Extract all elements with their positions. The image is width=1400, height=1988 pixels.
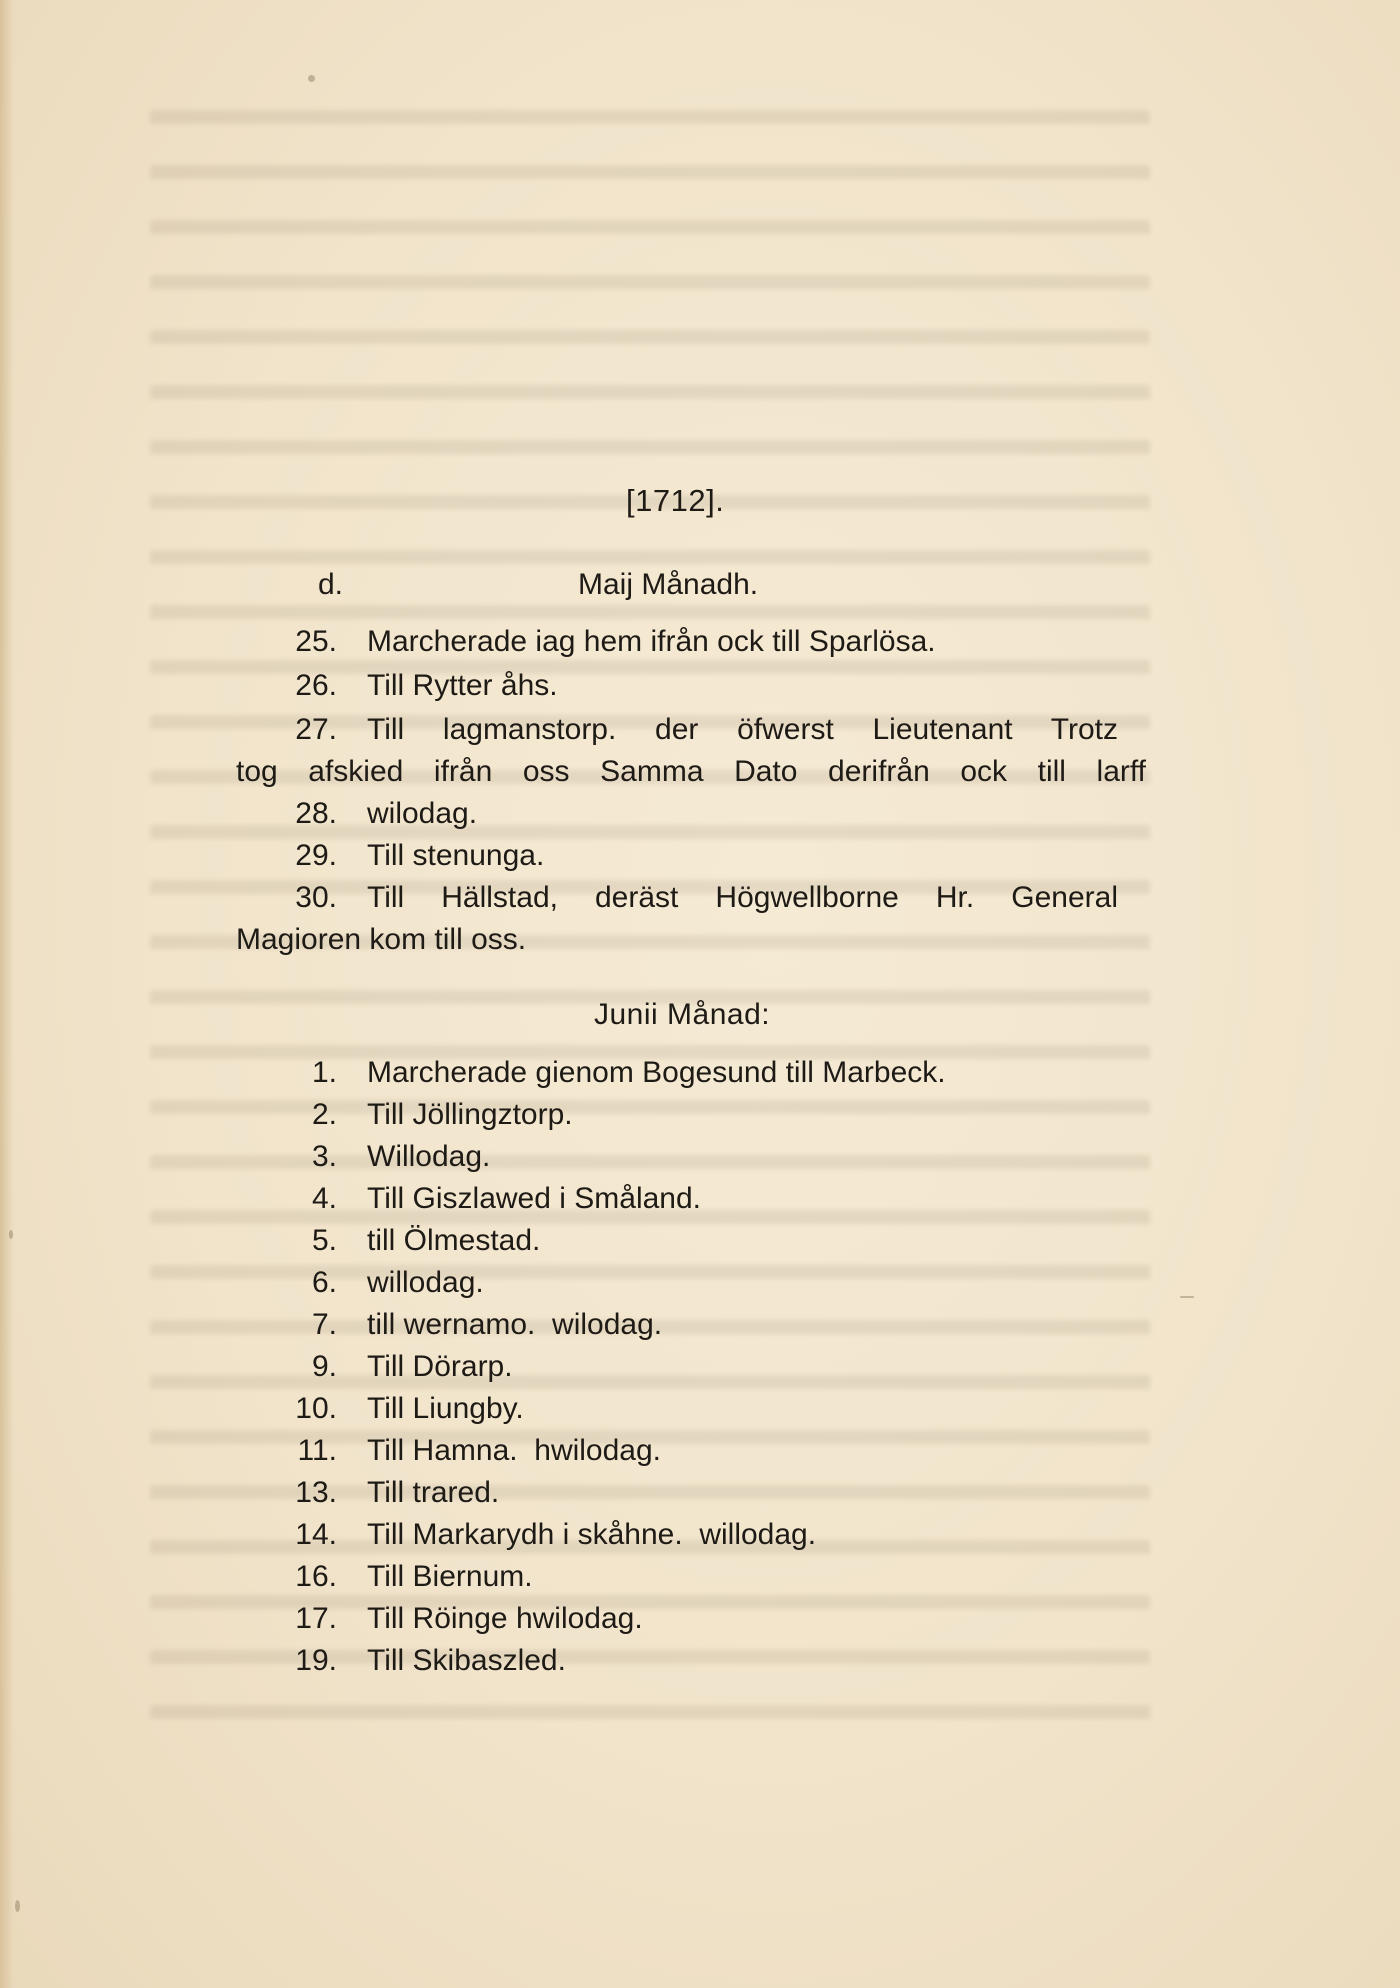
entry-continuation bbox=[236, 755, 1146, 789]
entry-text: Marcherade gienom Bogesund till Marbeck. bbox=[367, 1056, 946, 1089]
entry-day: 16. bbox=[295, 1560, 337, 1593]
entry-day: 2. bbox=[311, 1098, 337, 1131]
diary-entry bbox=[236, 1602, 1156, 1636]
entry-text: Till trared. bbox=[367, 1476, 500, 1509]
entry-day: 17. bbox=[295, 1602, 337, 1635]
diary-entry bbox=[236, 1140, 1156, 1174]
entry-text: Till Rytter åhs. bbox=[367, 669, 558, 702]
entry-day: 11. bbox=[297, 1434, 337, 1467]
diary-entry bbox=[236, 713, 1156, 747]
diary-entry bbox=[236, 1434, 1156, 1468]
entry-continuation bbox=[236, 923, 526, 957]
entry-text: willodag. bbox=[367, 1266, 484, 1299]
diary-entry bbox=[236, 669, 1156, 703]
entry-text: Till Jöllingztorp. bbox=[367, 1098, 573, 1131]
diary-entry bbox=[236, 1308, 1156, 1342]
entry-day: 30. bbox=[295, 881, 337, 914]
entry-day: 13. bbox=[295, 1476, 337, 1509]
entry-text: Till Liungby. bbox=[367, 1392, 524, 1425]
diary-entry bbox=[236, 1266, 1156, 1300]
entry-text: Marcherade iag hem ifrån ock till Sparlösa. bbox=[367, 625, 936, 658]
diary-entry bbox=[236, 797, 1156, 831]
entry-day: 29. bbox=[295, 839, 337, 872]
entry-continuation-text: tog afskied ifrån oss Samma Dato derifrån ock till larff bbox=[236, 755, 1146, 788]
entry-day: 26. bbox=[295, 669, 337, 702]
entry-text: wilodag. bbox=[367, 797, 478, 830]
date-column-marker: d. bbox=[318, 568, 344, 601]
entry-day: 7. bbox=[311, 1308, 337, 1341]
entry-day: 6. bbox=[311, 1266, 337, 1299]
entry-text: Till Hällstad, deräst Högwellborne Hr. General bbox=[367, 881, 1118, 914]
diary-entry bbox=[236, 881, 1156, 915]
entry-day: 1. bbox=[311, 1056, 337, 1089]
diary-entry bbox=[236, 1224, 1156, 1258]
paper-speck bbox=[1180, 1296, 1194, 1298]
page-edge-shadow bbox=[0, 0, 14, 1988]
entry-continuation-text: Magioren kom till oss. bbox=[236, 923, 527, 956]
entry-day: 5. bbox=[311, 1224, 337, 1257]
entry-text: Till Hamna. hwilodag. bbox=[367, 1434, 662, 1467]
diary-entry bbox=[236, 1098, 1156, 1132]
entry-text: till wernamo. wilodag. bbox=[367, 1308, 663, 1341]
entry-text: Till Giszlawed i Småland. bbox=[367, 1182, 701, 1215]
paper-speck bbox=[9, 1230, 13, 1239]
diary-entry bbox=[236, 1182, 1156, 1216]
entry-text: Willodag. bbox=[367, 1140, 491, 1173]
entry-day: 19. bbox=[295, 1644, 337, 1677]
entry-text: Till Skibaszled. bbox=[367, 1644, 566, 1677]
entry-text: Till stenunga. bbox=[367, 839, 545, 872]
entry-day: 3. bbox=[311, 1140, 337, 1173]
year-heading: [1712]. bbox=[626, 483, 725, 518]
diary-entry bbox=[236, 625, 1156, 659]
may-month-title: Maij Månadh. bbox=[578, 568, 759, 601]
entry-day: 4. bbox=[311, 1182, 337, 1215]
paper-speck bbox=[308, 75, 315, 82]
diary-entry bbox=[236, 839, 1156, 873]
diary-entry bbox=[236, 1056, 1156, 1090]
diary-entry bbox=[236, 1560, 1156, 1594]
entry-text: Till Biernum. bbox=[367, 1560, 533, 1593]
diary-entry bbox=[236, 1644, 1156, 1678]
entry-text: Till Dörarp. bbox=[367, 1350, 513, 1383]
entry-day: 28. bbox=[295, 797, 337, 830]
diary-entry bbox=[236, 1392, 1156, 1426]
entry-day: 10. bbox=[295, 1392, 337, 1425]
paper-speck bbox=[15, 1900, 20, 1912]
entry-day: 25. bbox=[295, 625, 337, 658]
entry-text: till Ölmestad. bbox=[367, 1224, 541, 1257]
june-month-title: Junii Månad: bbox=[594, 998, 771, 1031]
entry-day: 27. bbox=[295, 713, 337, 746]
diary-entry bbox=[236, 1518, 1156, 1552]
diary-entry bbox=[236, 1476, 1156, 1510]
entry-text: Till lagmanstorp. der öfwerst Lieutenant Trotz bbox=[367, 713, 1118, 746]
entry-text: Till Röinge hwilodag. bbox=[367, 1602, 643, 1635]
entry-day: 14. bbox=[295, 1518, 337, 1551]
entry-text: Till Markarydh i skåhne. willodag. bbox=[367, 1518, 817, 1551]
entry-day: 9. bbox=[311, 1350, 337, 1383]
diary-entry bbox=[236, 1350, 1156, 1384]
